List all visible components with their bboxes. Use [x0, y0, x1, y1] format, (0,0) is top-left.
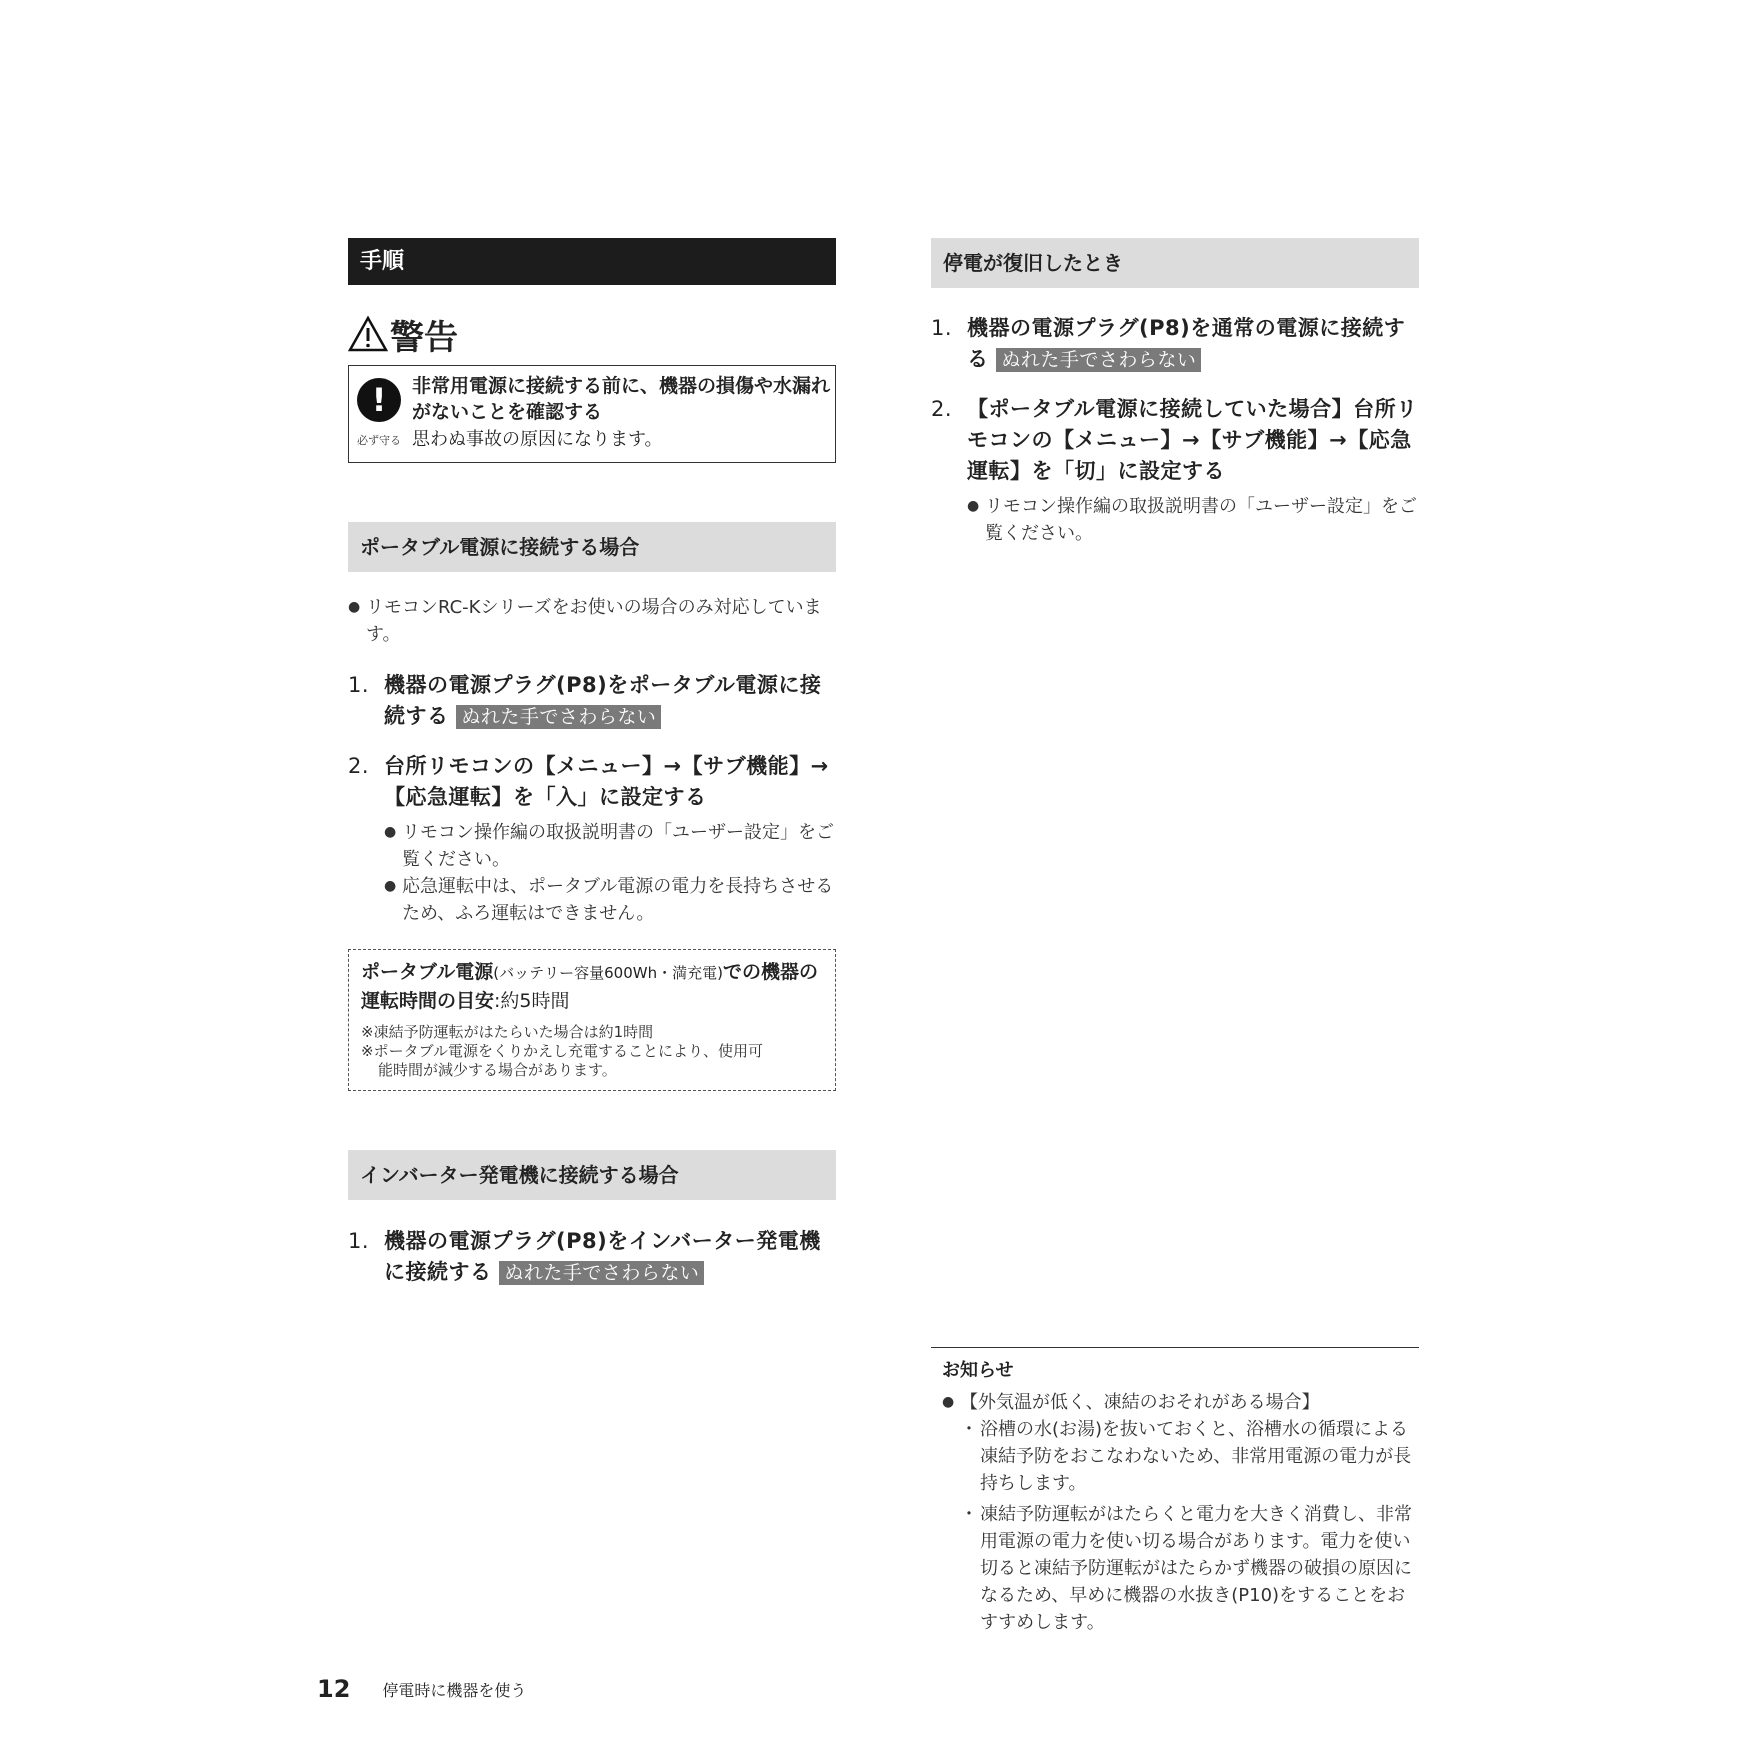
runtime-note-2b: 能時間が減少する場合があります。 [378, 1061, 617, 1079]
caution-tag: ぬれた手でさわらない [456, 705, 661, 729]
caution-tag: ぬれた手でさわらない [996, 348, 1201, 372]
must-follow-caption: 必ず守る [357, 434, 401, 447]
step-text: 機器の電源プラグ(P8)をポータブル電源に接続する [384, 673, 822, 728]
right-column [931, 238, 1419, 547]
procedure-heading: 手順 [348, 238, 836, 285]
exclamation-icon: ! [357, 378, 401, 422]
caution-tag: ぬれた手でさわらない [499, 1261, 704, 1285]
list-item: ● リモコン操作編の取扱説明書の「ユーザー設定」をご覧ください。 [967, 493, 1419, 547]
portable-step-2-bullets [348, 819, 836, 927]
list-item: ● 応急運転中は、ポータブル電源の電力を長持ちさせるため、ふろ運転はできません。 [384, 873, 836, 927]
recovery-step-2 [931, 394, 1419, 487]
portable-step-1 [348, 670, 836, 733]
runtime-note-2a: ※ポータブル電源をくりかえし充電することにより、使用可 [361, 1042, 763, 1060]
footer-section-title: 停電時に機器を使う [382, 1680, 527, 1700]
recovery-step-1 [931, 313, 1419, 376]
info-divider [931, 1347, 1419, 1348]
runtime-note-1: ※凍結予防運転がはたらいた場合は約1時間 [361, 1023, 654, 1041]
warning-title-text: 警告 [390, 317, 458, 358]
step-number: 2. [931, 397, 953, 421]
warning-box [348, 365, 836, 463]
page-number: 12 [317, 1675, 351, 1703]
step-text: 機器の電源プラグ(P8)を通常の電源に接続する [967, 316, 1406, 371]
step-text: 機器の電源プラグ(P8)をインバーター発電機に接続する [384, 1229, 821, 1284]
info-section [942, 1358, 1412, 1636]
portable-step-2 [348, 751, 836, 813]
step-number: 2. [348, 754, 370, 778]
runtime-lead: ポータブル電源 [361, 961, 494, 983]
step-number: 1. [348, 673, 370, 697]
runtime-box [348, 949, 836, 1091]
step-text: 【ポータブル電源に接続していた場合】台所リモコンの【メニュー】→【サブ機能】→【応急運転】を「切」に設定する [967, 397, 1418, 483]
page-footer [317, 1675, 526, 1703]
inverter-step-1 [348, 1226, 836, 1289]
runtime-lead-small: (バッテリー容量600Wh・満充電) [493, 964, 723, 982]
left-column [348, 238, 836, 1289]
warning-title [348, 311, 836, 357]
step-number: 1. [348, 1229, 370, 1253]
portable-heading: ポータブル電源に接続する場合 [348, 522, 836, 572]
step-number: 1. [931, 316, 953, 340]
portable-note: ● リモコンRC-Kシリーズをお使いの場合のみ対応しています。 [348, 594, 836, 648]
info-bullet: ● 【外気温が低く、凍結のおそれがある場合】 [942, 1389, 1412, 1416]
warning-sub-text: 思わぬ事故の原因になります。 [412, 429, 663, 450]
recovery-heading: 停電が復旧したとき [931, 238, 1419, 288]
inverter-heading: インバーター発電機に接続する場合 [348, 1150, 836, 1200]
step-text: 台所リモコンの【メニュー】→【サブ機能】→【応急運転】を「入」に設定する [384, 754, 829, 809]
runtime-value: :約5時間 [494, 990, 570, 1012]
warning-main-text: 非常用電源に接続する前に、機器の損傷や水漏れがないことを確認する [412, 375, 831, 423]
list-item: ● リモコン操作編の取扱説明書の「ユーザー設定」をご覧ください。 [384, 819, 836, 873]
info-item: ・ 凍結予防運転がはたらくと電力を大きく消費し、非常用電源の電力を使い切る場合があります。電力を使い切ると凍結予防運転がはたらかず機器の破損の原因になるため、早めに機器の水抜き(P10)をすることをおすすめします。 [942, 1501, 1412, 1636]
warning-triangle-icon [348, 316, 388, 352]
recovery-step-2-bullets [931, 493, 1419, 547]
runtime-main [361, 958, 823, 1015]
runtime-lead-rest: での機器の運転時間の目安 [361, 961, 818, 1012]
info-title: お知らせ [942, 1360, 1014, 1381]
info-item: ・ 浴槽の水(お湯)を抜いておくと、浴槽水の循環による凍結予防をおこなわないため、非常用電源の電力が長持ちします。 [942, 1416, 1412, 1497]
